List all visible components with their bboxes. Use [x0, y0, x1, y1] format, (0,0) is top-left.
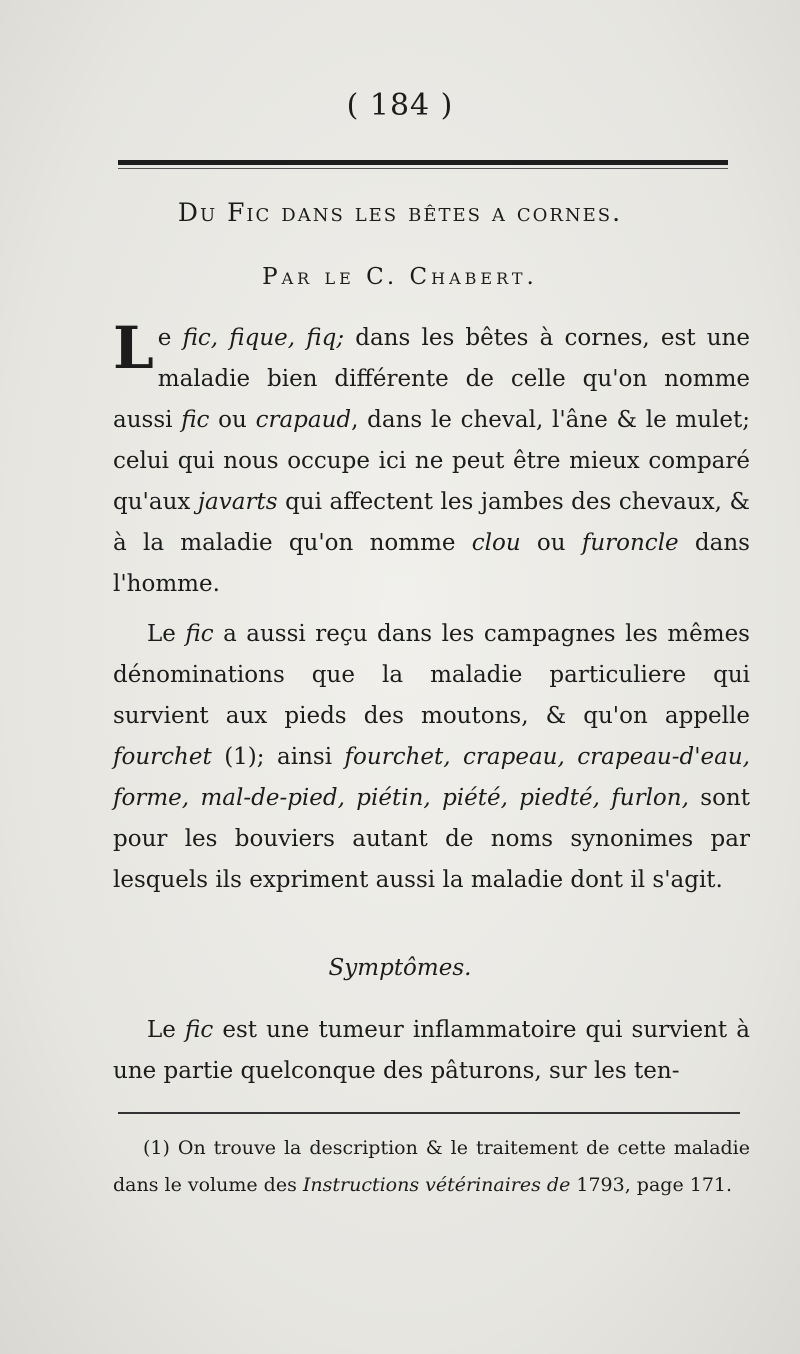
text-run: qui affectent les jambes des chevaux, & à la maladie qu'on nomme — [113, 489, 751, 556]
italic-run: javarts — [197, 489, 278, 515]
footnote — [113, 1130, 750, 1204]
paragraph-1 — [113, 314, 751, 605]
text-run: Le — [147, 1017, 185, 1043]
italic-run: crapaud — [255, 407, 352, 433]
text-run: dans l'homme. — [113, 530, 750, 597]
italic-run: furoncle — [581, 530, 679, 556]
article-author: Par le C. Chabert. — [262, 264, 538, 290]
italic-run: fic — [181, 407, 210, 433]
italic-run: Instructions vétérinaires de — [302, 1174, 571, 1196]
header-rule — [118, 160, 728, 165]
page-number: ( 184 ) — [346, 88, 454, 123]
italic-run: fic — [185, 1017, 214, 1043]
paragraph-2 — [113, 614, 750, 901]
section-heading: Symptômes. — [328, 955, 472, 981]
text-run: ou — [520, 530, 582, 556]
text-run: 1793, page 171. — [570, 1174, 733, 1196]
italic-run: fic, fique, fiq; — [182, 325, 345, 351]
text-run: sont pour les bouviers autant de noms synonimes par lesquels ils expriment aussi la maladie dont il s'agit. — [113, 785, 750, 893]
drop-cap: L — [113, 314, 154, 382]
footnote-rule — [118, 1112, 740, 1114]
italic-run: fourchet — [113, 744, 212, 770]
footnote-ref: (1); ainsi — [211, 744, 345, 770]
article-title: Du Fic dans les bêtes a cornes. — [177, 198, 623, 227]
text-run: (1) On trouve la description & le traitement de cette maladie dans le volume des — [113, 1137, 750, 1196]
paragraph-3 — [113, 1010, 750, 1092]
italic-run: fic — [185, 621, 214, 647]
text-run: ou — [209, 407, 256, 433]
text-run: , dans le cheval, l'âne & le mulet; celui qui nous occupe ici ne peut être mieux comparé qu'aux — [113, 407, 750, 515]
header-rule-thin — [118, 168, 728, 169]
text-run: e — [157, 325, 183, 351]
text-run: Le — [147, 621, 186, 647]
italic-run: clou — [471, 530, 521, 556]
italic-run: fourchet, crapeau, crapeau-d'eau, forme, mal-de-pied, piétin, piété, piedté, furlon, — [113, 744, 750, 811]
text-run: dans les bêtes à cornes, est une maladie bien différente de celle qu'on nomme aussi — [113, 325, 750, 433]
text-run: a aussi reçu dans les campagnes les mêmes dénominations que la maladie particuliere qui survient aux pieds des moutons, & qu'on appelle — [113, 621, 750, 729]
text-run: est une tumeur inflammatoire qui survient à une partie quelconque des pâturons, sur les ten- — [113, 1017, 750, 1084]
